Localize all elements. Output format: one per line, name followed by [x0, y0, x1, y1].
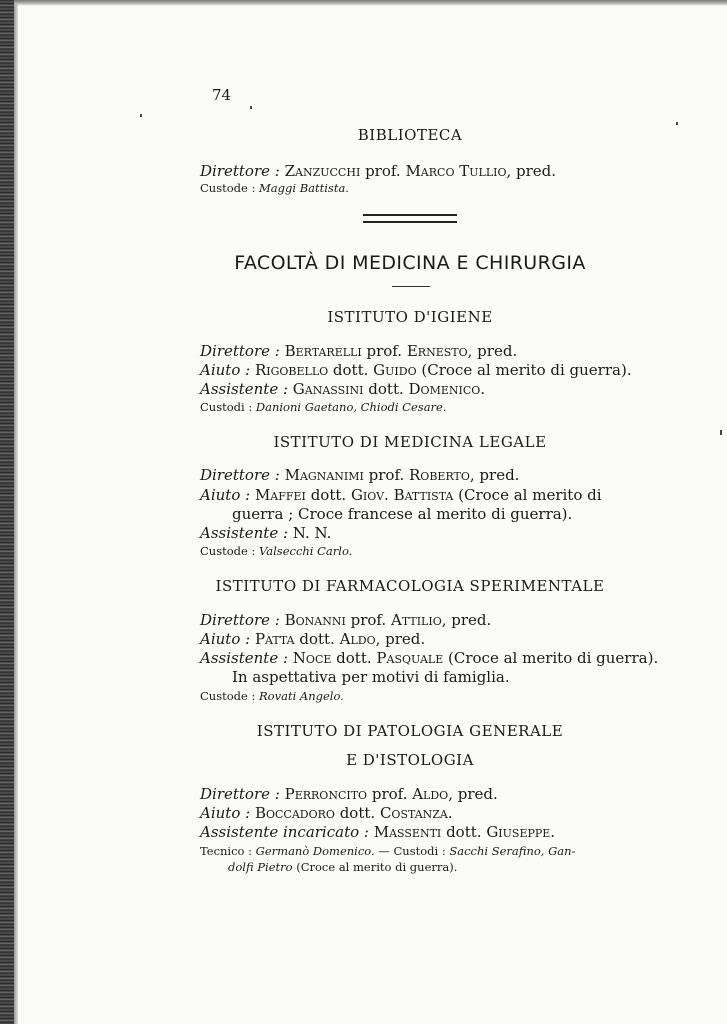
person-name: Roberto	[409, 466, 470, 484]
person-title: prof.	[350, 611, 387, 629]
person-name: Aldo	[339, 630, 376, 648]
print-speck	[140, 114, 142, 117]
medlegale-assistente-line	[200, 524, 331, 542]
role-label: Assistente :	[200, 649, 289, 667]
person-title: prof.	[368, 466, 405, 484]
print-speck	[720, 430, 722, 435]
person-name: Giuseppe.	[486, 823, 556, 841]
role-label: Custode :	[200, 544, 256, 558]
person-suffix: (Croce al merito di	[458, 486, 602, 504]
page-number: 74	[212, 86, 232, 104]
person-name: Ernesto	[406, 342, 468, 360]
person-surname: Bonanni	[284, 611, 346, 629]
person-suffix: , pred.	[506, 162, 557, 180]
person-title: dott.	[446, 823, 482, 841]
title-underline	[392, 286, 430, 287]
person-name: Germanò Domenico.	[255, 844, 375, 858]
person-suffix: (Croce al merito di guerra).	[448, 649, 659, 667]
person-name: N. N.	[292, 524, 332, 542]
person-title: dott.	[336, 649, 372, 667]
patologia-aiuto-line	[200, 804, 453, 822]
role-label: Aiuto :	[200, 361, 251, 379]
person-name: Valsecchi Carlo.	[259, 544, 353, 558]
person-name: Costanza.	[379, 804, 453, 822]
person-title: dott.	[339, 804, 376, 822]
person-name: Sacchi Serafino, Gan-	[449, 844, 576, 858]
person-surname: Patta	[254, 630, 295, 648]
person-title: prof.	[365, 162, 401, 180]
person-title: dott.	[332, 361, 369, 379]
person-suffix: , pred.	[469, 466, 520, 484]
person-surname: Rigobello	[254, 361, 329, 379]
igiene-assistente-line	[200, 380, 485, 398]
role-label: Direttore :	[200, 785, 280, 803]
person-suffix: , pred.	[375, 630, 426, 648]
person-title: dott.	[310, 486, 347, 504]
patologia-direttore-line	[200, 785, 498, 803]
role-label: Custode :	[200, 689, 256, 703]
patologia-assistente-line	[200, 823, 555, 841]
section-heading-patologia: ISTITUTO DI PATOLOGIA GENERALE	[256, 722, 564, 740]
biblioteca-custode-line	[200, 179, 349, 197]
patologia-custodi-continuation	[228, 858, 457, 876]
person-surname: Magnanimi	[284, 466, 364, 484]
role-label: Custode :	[200, 181, 256, 195]
igiene-custodi-line	[200, 398, 447, 416]
person-surname: Perroncito	[284, 785, 368, 803]
person-suffix: , pred.	[441, 611, 492, 629]
role-label: — Custodi :	[378, 844, 446, 858]
person-surname: Maffei	[254, 486, 306, 504]
section-heading-medicina-legale: ISTITUTO DI MEDICINA LEGALE	[273, 433, 547, 451]
person-surname: Zanzucchi	[284, 162, 361, 180]
medlegale-aiuto-continuation: guerra ; Croce francese al merito di guerra).	[232, 505, 573, 523]
role-label: Assistente incaricato :	[200, 823, 369, 841]
person-suffix: (Croce al merito di guerra).	[296, 860, 458, 874]
person-surname: Boccadoro	[254, 804, 335, 822]
igiene-direttore-line	[200, 342, 517, 360]
medlegale-direttore-line	[200, 466, 519, 484]
farmacologia-aiuto-line	[200, 630, 425, 648]
role-label: Tecnico :	[200, 844, 253, 858]
person-name: Giov. Battista	[350, 486, 454, 504]
person-surname: Ganassini	[292, 380, 364, 398]
person-name: Rovati Angelo.	[259, 689, 344, 703]
person-title: prof.	[371, 785, 408, 803]
role-label: Aiuto :	[200, 486, 251, 504]
person-surname: Bertarelli	[284, 342, 362, 360]
farmacologia-direttore-line	[200, 611, 491, 629]
person-title: prof.	[366, 342, 403, 360]
farmacologia-assistente-line	[200, 649, 658, 667]
role-label: Direttore :	[200, 611, 280, 629]
person-name: Maggi Battista.	[259, 181, 349, 195]
person-name: dolfi Pietro	[228, 860, 293, 874]
role-label: Assistente :	[200, 380, 289, 398]
person-suffix: , pred.	[467, 342, 518, 360]
role-label: Direttore :	[200, 466, 280, 484]
role-label: Aiuto :	[200, 630, 251, 648]
role-label: Aiuto :	[200, 804, 251, 822]
biblioteca-direttore-line	[200, 162, 556, 180]
role-label: Direttore :	[200, 342, 280, 360]
section-heading-farmacologia: ISTITUTO DI FARMACOLOGIA SPERIMENTALE	[215, 577, 605, 595]
print-speck	[250, 106, 252, 109]
medlegale-custode-line	[200, 542, 352, 560]
farmacologia-custode-line	[200, 687, 344, 705]
person-name: Domenico.	[408, 380, 486, 398]
person-name: Marco Tullio	[405, 162, 507, 180]
print-speck	[676, 122, 678, 125]
faculty-title: FACOLTÀ DI MEDICINA E CHIRURGIA	[234, 252, 586, 274]
section-heading-igiene: ISTITUTO D'IGIENE	[327, 308, 493, 326]
farmacologia-assistente-continuation: In aspettativa per motivi di famiglia.	[232, 668, 510, 686]
person-title: dott.	[368, 380, 404, 398]
person-title: dott.	[299, 630, 335, 648]
role-label: Direttore :	[200, 162, 280, 180]
medlegale-aiuto-line	[200, 486, 602, 504]
person-name: Pasquale	[376, 649, 444, 667]
igiene-aiuto-line	[200, 361, 632, 379]
person-suffix: (Croce al merito di guerra).	[421, 361, 632, 379]
person-name: Guido	[373, 361, 417, 379]
person-suffix: , pred.	[448, 785, 498, 803]
role-label: Assistente :	[200, 524, 289, 542]
role-label: Custodi :	[200, 400, 253, 414]
person-name: Aldo	[412, 785, 449, 803]
person-name: Attilio	[390, 611, 442, 629]
person-name: Danioni Gaetano, Chiodi Cesare.	[255, 400, 447, 414]
person-surname: Noce	[292, 649, 332, 667]
section-heading-biblioteca: BIBLIOTECA	[357, 126, 463, 144]
person-surname: Massenti	[373, 823, 442, 841]
section-divider-double	[363, 214, 457, 223]
section-heading-istologia: E D'ISTOLOGIA	[346, 751, 474, 769]
